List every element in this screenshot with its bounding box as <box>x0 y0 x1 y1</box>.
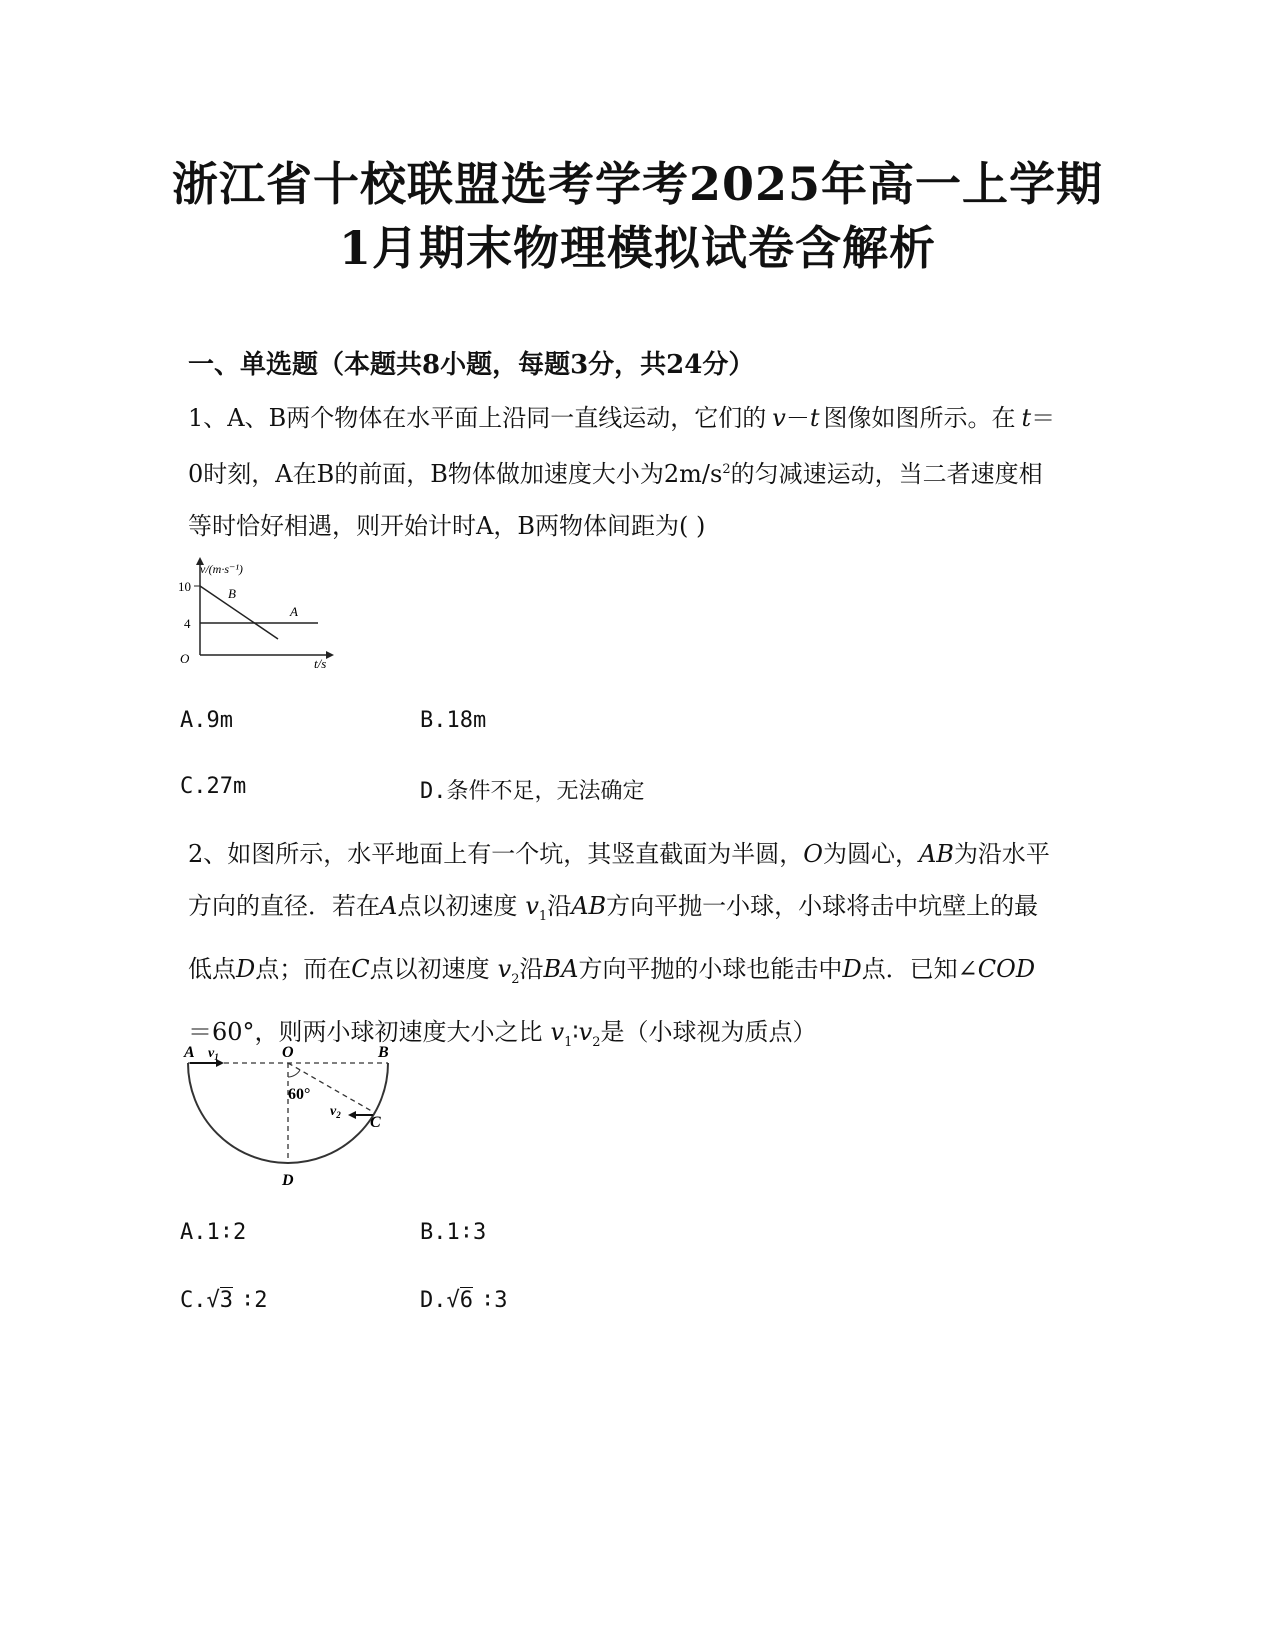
q2-var-v2: v <box>497 954 512 983</box>
q2-line4-a: ＝60°，则两小球初速度大小之比 <box>188 1017 543 1046</box>
q2-line1-b: 为圆心， <box>822 840 919 868</box>
q2-var-AB2: AB <box>571 892 607 920</box>
x-axis-arrow <box>326 651 334 659</box>
q2-var-BA: BA <box>543 954 579 983</box>
q2-line-2 <box>188 880 1088 943</box>
q1-line1-a: 1、A、B两个物体在水平面上沿同一直线运动，它们的 <box>188 404 767 432</box>
sqrt-icon: √ <box>206 1288 220 1313</box>
doc-title-line2: 1月期末物理模拟试卷含解析 <box>338 221 936 275</box>
label-v1: $v_1$ <box>208 1046 219 1062</box>
label-v2: $v_2$ <box>330 1104 341 1120</box>
series-label-A: A <box>290 604 298 619</box>
question-1-text <box>188 392 1088 552</box>
q1-var-v: v <box>772 404 786 432</box>
tick-4: 4 <box>184 616 191 631</box>
q2-line2-c: 沿 <box>547 892 572 920</box>
q1-line2-b: 的匀减速运动，当二者速度相 <box>730 460 1043 488</box>
q1-option-b[interactable]: B.18m <box>420 708 487 733</box>
x-axis-label: t/s <box>314 656 327 671</box>
v2-arrowhead <box>348 1111 356 1119</box>
q2-line3-b: 点；而在 <box>255 954 352 983</box>
q1-line1-b: 图像如图所示。在 <box>823 404 1016 432</box>
q2-line3-d: 沿 <box>519 954 544 983</box>
q2-colon: ∶ <box>572 1017 579 1046</box>
q2-line3-a: 低点 <box>188 954 236 983</box>
q2-var-COD: COD <box>977 954 1036 983</box>
q2-var-AB: AB <box>918 840 954 868</box>
q2-var-O: O <box>803 840 823 868</box>
sqrt-icon: √ <box>446 1288 460 1313</box>
q1-var-t2: t <box>1021 404 1032 432</box>
q2-option-d-suffix: ∶3 <box>481 1288 508 1313</box>
label-C: C <box>370 1114 381 1131</box>
q2-line2-d: 方向平抛一小球，小球将击中坑壁上的最 <box>606 892 1039 920</box>
origin-label: O <box>180 651 190 666</box>
label-A: A <box>184 1044 195 1061</box>
q2-line2-a: 方向的直径．若在 <box>188 892 380 920</box>
q2-option-d-radicand: 6 <box>459 1288 473 1313</box>
q2-var-v1b: v <box>550 1017 565 1046</box>
q2-sub-1: 1 <box>538 908 548 924</box>
q1-vt-graph <box>170 555 350 675</box>
q2-var-v1: v <box>525 892 539 920</box>
q2-line1-a: 2、如图所示，水平地面上有一个坑，其竖直截面为半圆， <box>188 840 804 868</box>
q2-line-3 <box>188 943 1088 1006</box>
q1-option-d[interactable]: D.条件不足，无法确定 <box>420 779 645 804</box>
angle-arc <box>288 1070 300 1077</box>
q2-line4-b: 是（小球视为质点） <box>600 1017 817 1046</box>
q2-var-A: A <box>380 892 398 920</box>
q1-dash: － <box>785 404 810 432</box>
tick-10: 10 <box>178 579 191 594</box>
q2-option-c-prefix: C. <box>180 1288 207 1313</box>
q1-line2-a: 0时刻，A在B的前面，B物体做加速度大小为2m/s <box>188 460 723 488</box>
label-angle: 60° <box>288 1086 311 1103</box>
q2-option-a[interactable]: A.1∶2 <box>180 1220 247 1245</box>
q2-line3-e: 方向平抛的小球也能击中 <box>578 954 843 983</box>
label-D: D <box>282 1172 294 1189</box>
q2-option-d-prefix: D. <box>420 1288 447 1313</box>
q1-option-c[interactable]: C.27m <box>180 774 247 799</box>
q2-option-d[interactable] <box>420 1288 508 1313</box>
q2-sub-2: 2 <box>511 971 520 987</box>
q2-line-1 <box>188 828 1088 880</box>
q2-pit-diagram <box>170 1035 410 1195</box>
series-label-B: B <box>228 586 236 601</box>
q2-option-c-radicand: 3 <box>219 1288 233 1313</box>
q1-option-a[interactable]: A.9m <box>180 708 233 733</box>
q1-line-1 <box>188 392 1088 444</box>
q2-line1-c: 为沿水平 <box>953 840 1050 868</box>
q2-line3-c: 点以初速度 <box>369 954 490 983</box>
q2-option-c-suffix: ∶2 <box>241 1288 268 1313</box>
q2-line2-b: 点以初速度 <box>397 892 518 920</box>
q2-option-b[interactable]: B.1∶3 <box>420 1220 487 1245</box>
q1-eq: ＝ <box>1031 404 1056 432</box>
q2-sub-2b: 2 <box>592 1034 601 1050</box>
q2-var-v2b: v <box>578 1017 593 1046</box>
question-2-text <box>188 828 1088 1068</box>
q2-sub-1b: 1 <box>564 1034 573 1050</box>
doc-title-line1: 浙江省十校联盟选考学考2025年高一上学期 <box>171 157 1104 211</box>
q2-option-c[interactable] <box>180 1288 268 1313</box>
q1-var-t: t <box>809 404 820 432</box>
q2-var-C: C <box>351 954 370 983</box>
q1-line-3: 等时恰好相遇，则开始计时A，B两物体间距为( ) <box>188 512 706 540</box>
q1-line2-sup: 2 <box>722 462 731 477</box>
section-heading: 一、单选题（本题共8小题，每题3分，共24分） <box>188 350 755 380</box>
q1-line-2 <box>188 444 1088 500</box>
label-O: O <box>282 1044 294 1061</box>
y-axis-label: v/(m·s⁻¹) <box>200 562 243 576</box>
q2-var-D2: D <box>842 954 862 983</box>
q2-line3-f: 点．已知∠ <box>861 954 978 983</box>
q2-var-D: D <box>236 954 256 983</box>
label-B: B <box>378 1044 389 1061</box>
line-B <box>200 586 278 639</box>
